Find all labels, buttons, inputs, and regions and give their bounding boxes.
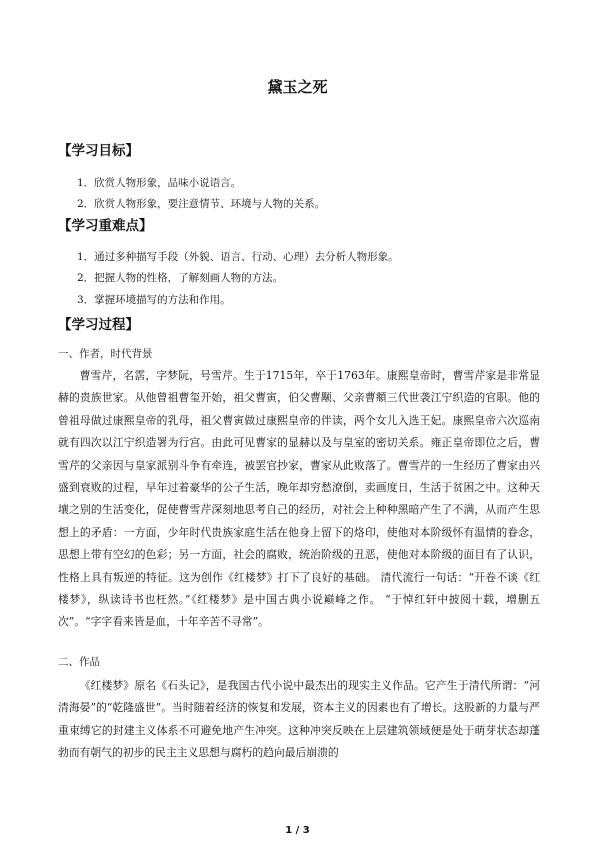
work-intro-paragraph: 《红楼梦》原名《石头记》，是我国古代小说中最杰出的现实主义作品。它产生于清代所谓：“河清海晏”的“乾隆盛世”。当时随着经济的恢复和发展，资本主义的因素也有了增长。这股新的力量与严重束缚它的封建主义体系不可避免地产生冲突。这种冲突反映在上层建筑领域便是处于萌芽状态却蓬勃而有朝气的初步的民主主义思想与腐朽的趋向最后崩溃的 (58, 679, 540, 760)
goal-item-2: 2．欣赏人物形象，要注意情节、环境与人物的关系。 (77, 198, 326, 210)
page-number: 1 / 3 (285, 825, 310, 836)
key-point-item-1: 1．通过多种描写手段（外貌、语言、行动、心理）去分析人物形象。 (77, 251, 399, 263)
author-background-paragraph: 曹雪芹，名霑，字梦阮，号雪芹。生于1715年，卒于1763年。康熙皇帝时，曹雪芹家是非常显赫的贵族世家。从他曾祖曹玺开始，祖父曹寅，伯父曹颙、父亲曹頫三代世袭江宁织造的官职。他的曾祖母做过康熙皇帝的乳母，祖父曹寅做过康熙皇帝的伴读，两个女儿入选王妃。康熙皇帝六次巡南就有四次以江宁织造署为行宫。由此可见曹家的显赫以及与皇室的密切关系。雍正皇帝即位之后，曹雪芹的父亲因与皇家派别斗争有牵连，被罢官抄家，曹家从此败落了。曹雪芹的一生经历了曹家由兴盛到衰败的过程，早年过着豪华的公子生活，晚年却穷愁潦倒，卖画度日，生活于贫困之中。这种天壤之别的生活变化，促使曹雪芹深刻地思考自己的经历，对社会上种种黑暗产生了不满，从而产生思想上的矛盾：一方面，少年时代贵族家庭生活在他身上留下的烙印，使他对本阶级怀有温情的眷念，思想上带有空幻的色彩；另一方面，社会的腐败，统治阶级的丑恶，使他对本阶级的面目有了认识，性格上具有叛逆的特征。这为创作《红楼梦》打下了良好的基础。 清代流行一句话：“开卷不谈《红楼梦》，纵读诗书也枉然。”《红楼梦》是中国古典小说巅峰之作。 “于悼红轩中披阅十载，增删五次”。“字字看来皆是血，十年辛苦不寻常”。 (58, 369, 540, 629)
document-title: 黛玉之死 (267, 78, 328, 96)
goal-item-1: 1．欣赏人物形象，品味小说语言。 (77, 177, 242, 189)
section-heading-process: 【学习过程】 (58, 317, 139, 333)
subsection-heading-work: 二、作品 (58, 656, 100, 668)
section-heading-goals: 【学习目标】 (58, 143, 139, 159)
section-heading-key-points: 【学习重难点】 (58, 218, 153, 234)
subsection-heading-author: 一、作者，时代背景 (58, 348, 153, 360)
key-point-item-2: 2．把握人物的性格，了解刻画人物的方法。 (77, 272, 284, 284)
key-point-item-3: 3．掌握环境描写的方法和作用。 (77, 294, 231, 306)
